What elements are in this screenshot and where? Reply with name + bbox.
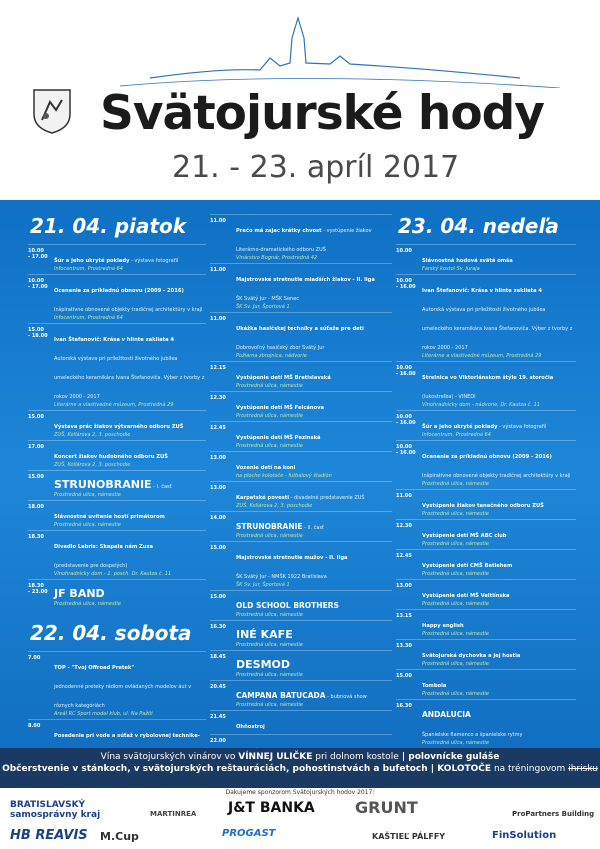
- event-body: [54, 277, 206, 321]
- event-name: Svätojurská dychovka a jej hostia: [422, 653, 521, 659]
- event-time: 11.00: [396, 493, 412, 499]
- event-row: [28, 410, 206, 440]
- event-row: [210, 511, 392, 541]
- event-name: Ohňostroj: [236, 724, 265, 730]
- event-name: STRUNOBRANIE: [54, 478, 152, 491]
- event-place: Literárne a vlastivedné múzeum, Prostredná 29: [422, 353, 542, 359]
- event-row: [210, 620, 392, 650]
- event-description: - II. časť: [302, 525, 325, 531]
- event-description: - vystúpenie žiakov Literárno-dramatického odboru ZUŠ: [236, 228, 372, 253]
- event-row: [210, 421, 392, 451]
- event-body: [422, 413, 576, 438]
- event-row: [210, 312, 392, 361]
- event-name: Ocenenie za príkladnú obnovu (2009 - 2016): [54, 288, 184, 294]
- event-time: 13.00: [210, 455, 226, 461]
- event-body: [236, 544, 392, 588]
- column-right: [396, 200, 576, 748]
- event-time: 15.00: [396, 673, 412, 679]
- day-heading-friday: 21. 04. piatok: [30, 214, 187, 238]
- event-place: Prostredná ulica, námestie: [422, 511, 489, 517]
- event-row: [28, 579, 206, 609]
- event-description: - bubnová show: [325, 694, 367, 700]
- sponsor-logo: ProPartners Building: [512, 810, 595, 818]
- event-row: [28, 440, 206, 470]
- event-name: Šúr a jeho ukryté poklady: [54, 258, 130, 264]
- event-description: (lukostrelba) - VINEDI: [422, 394, 476, 400]
- event-body: [236, 484, 392, 509]
- event-body: [236, 737, 392, 748]
- event-body: [236, 683, 392, 708]
- event-body: [54, 326, 206, 408]
- event-place: Prostredná ulica, námestie: [236, 413, 303, 419]
- event-body: [236, 424, 392, 449]
- event-body: [236, 217, 392, 261]
- event-row: [396, 609, 576, 639]
- event-description: - výstava fotografií: [497, 424, 547, 430]
- event-place: Prostredná ulica, námestie: [54, 492, 121, 498]
- event-time: 17.00: [28, 444, 44, 450]
- event-row: [210, 541, 392, 590]
- event-name: Vystúpenie detí CMŠ Betlehem: [422, 563, 513, 569]
- event-place: ZUŠ, Kollárova 2, 3. poschodie: [236, 503, 313, 509]
- event-time: 15.00: [28, 474, 44, 480]
- event-name: Vystúpenie detí MŠ Felcánova: [236, 405, 325, 411]
- event-row: [396, 361, 576, 410]
- event-row: [396, 549, 576, 579]
- event-time: 13.00: [210, 485, 226, 491]
- event-place: ŠK Sv. Jur, Športová 1: [236, 582, 290, 588]
- event-place: ŠK Sv. Jur, Športová 1: [236, 304, 290, 310]
- event-description: Autorská výstava pri príležitosti životného jubilea umeleckého keramikára Ivana Štefanoviča. Výber z tvorby z rokov 2000 - 2017: [54, 356, 205, 400]
- event-place: Vinárstvo Bognár, Prostredná 42: [236, 255, 318, 261]
- event-place: Prostredná ulica, námestie: [54, 522, 121, 528]
- event-place: Prostredná ulica, námestie: [236, 672, 303, 678]
- event-row: [210, 680, 392, 710]
- event-description: Dobrovoľný hasičský zbor Svätý Jur: [236, 345, 325, 351]
- event-name: Happy english: [422, 623, 464, 629]
- event-body: [422, 364, 576, 408]
- event-place: Prostredná ulica, námestie: [236, 443, 303, 449]
- info-highlight: | polovnícke guláše: [398, 752, 500, 762]
- event-row: [210, 481, 392, 511]
- event-time: 11.00: [210, 316, 226, 322]
- event-row: [28, 274, 206, 323]
- event-body: [422, 702, 576, 746]
- event-time: 18.30: [28, 534, 44, 540]
- info-text-struck: ihrisku: [568, 764, 598, 774]
- event-description: ŠK Svätý Jur - NMŠK 1922 Bratislava: [236, 574, 327, 580]
- event-row: [396, 579, 576, 609]
- event-place: Prostredná ulica, námestie: [54, 601, 121, 607]
- event-time: 18.00: [28, 504, 44, 510]
- event-row: [28, 500, 206, 530]
- event-place: Literárne a vlastivedné múzeum, Prostredná 29: [54, 402, 174, 408]
- event-name: Vystúpenie detí MŠ Pezinská: [236, 435, 321, 441]
- event-name: TOP - "Tvoj Offroad Pretek": [54, 665, 135, 671]
- event-time: 12.30: [210, 395, 226, 401]
- event-description: ŠK Svätý Jur - MŠK Senec: [236, 296, 300, 302]
- event-description: Španielske flamenco a španielske rytmy: [422, 732, 523, 738]
- event-name: Ocenenie za príkladnú obnovu (2009 - 2016): [422, 454, 552, 460]
- event-body: [236, 454, 392, 479]
- event-name: STRUNOBRANIE: [236, 522, 303, 531]
- event-row: [210, 734, 392, 748]
- event-description: - výstava fotografií: [129, 258, 179, 264]
- event-dates: 21. - 23. apríl 2017: [172, 150, 460, 185]
- sponsors-area: [0, 788, 600, 849]
- town-crest-icon: [32, 88, 72, 134]
- sponsor-logo: GRUNT: [355, 798, 418, 817]
- event-time: 10.00 - 17.00: [28, 248, 48, 260]
- event-body: [236, 713, 392, 732]
- sunday-events: [396, 244, 576, 748]
- day-heading-sunday: 23. 04. nedeľa: [398, 214, 559, 238]
- event-time: 7.00: [28, 655, 41, 661]
- event-body: [422, 672, 576, 697]
- event-name: Posedenie pri vode a súťaž v rybolovnej technike-: [54, 733, 200, 739]
- info-highlight: KOLOTOČE: [437, 764, 492, 774]
- event-place: Prostredná ulica, námestie: [422, 631, 489, 637]
- event-body: [54, 503, 206, 528]
- event-time: 22.00: [210, 738, 226, 744]
- info-text: Vína svätojurských vinárov vo: [100, 752, 239, 762]
- event-description: (predstavenie pre dospelých): [54, 563, 128, 569]
- event-body: [236, 623, 392, 648]
- event-time: 20.45: [210, 684, 226, 690]
- event-name: Výstava prác žiakov výtvarného odboru ZUŠ: [54, 424, 184, 430]
- page-title: Svätojurské hody: [100, 86, 544, 141]
- event-place: Vinohradnícky dom - nádvorie, Dr. Kautza č. 11: [422, 402, 540, 408]
- event-name: INÉ KAFE: [236, 628, 293, 641]
- event-name: Majstrovské stretnutie mladších žiakov - II. liga: [236, 277, 375, 283]
- event-place: Infocentrum, Prostredná 64: [54, 315, 123, 321]
- sponsor-logo: MARTINREA: [150, 810, 197, 818]
- event-name: Slávnostné uvítanie hostí primátorom: [54, 514, 165, 520]
- sponsor-logo: BRATISLAVSKÝ samosprávny kraj: [10, 800, 101, 820]
- event-place: Infocentrum, Prostredná 64: [422, 432, 491, 438]
- event-row: [210, 710, 392, 734]
- event-place: na ploche kolotoče - futbalový štadión: [236, 473, 332, 479]
- info-line-2: [0, 763, 600, 775]
- event-place: Prostredná ulica, námestie: [236, 612, 303, 618]
- event-time: 13.00: [396, 583, 412, 589]
- event-name: Prečo má zajac krátky chvost: [236, 228, 322, 234]
- info-bar: [0, 748, 600, 788]
- event-place: Prostredná ulica, námestie: [236, 702, 303, 708]
- event-place: Farský kostol Sv. Juraja: [422, 266, 480, 272]
- event-place: Prostredná ulica, námestie: [236, 642, 303, 648]
- town-skyline-illustration: [0, 8, 600, 88]
- event-time: 11.00: [210, 218, 226, 224]
- event-name: JF BAND: [54, 587, 105, 600]
- event-description: - divadelné predstavenie ZUŠ: [289, 495, 365, 501]
- event-body: [54, 473, 206, 498]
- event-description: Autorská výstava pri príležitosti životného jubilea umeleckého keramikára Ivana Štefanoviča. Výber z tvorby z rokov 2000 - 2017: [422, 307, 573, 351]
- event-time: 16.30: [210, 624, 226, 630]
- event-body: [422, 552, 576, 577]
- event-body: [422, 582, 576, 607]
- event-time: 10.00 - 16.00: [396, 278, 416, 290]
- event-row: [210, 361, 392, 391]
- event-name: Ukážka hasičskej techniky a súťaže pre deti: [236, 326, 364, 332]
- event-description: Inšpiratívne obnovené objekty tradičnej architektúry v kraji: [54, 307, 203, 313]
- sponsor-logo: HB REAVIS: [10, 828, 88, 843]
- event-body: [236, 315, 392, 359]
- event-row: [28, 323, 206, 410]
- sponsor-logo: KAŠTIEĽ PÁLFFY: [372, 832, 446, 841]
- event-name: Ivan Štefanovič: Krása v hlinte zakliata 4: [54, 337, 175, 343]
- event-place: Prostredná ulica, námestie: [236, 533, 303, 539]
- event-time: 14.00: [210, 515, 226, 521]
- event-body: [422, 612, 576, 637]
- event-name: Karpatské povesti: [236, 495, 290, 501]
- event-body: [236, 593, 392, 618]
- event-time: 10.00 - 16.00: [396, 444, 416, 456]
- event-body: [422, 443, 576, 487]
- info-line-1: [0, 751, 600, 763]
- event-name: DESMOD: [236, 658, 290, 671]
- event-row: [210, 263, 392, 312]
- event-body: [54, 247, 206, 272]
- event-name: Vystúpenie detí MŠ Veltlínska: [422, 593, 510, 599]
- event-row: [210, 650, 392, 680]
- event-time: 13.30: [396, 643, 412, 649]
- event-place: Infocentrum, Prostredná 64: [54, 266, 123, 272]
- event-row: [396, 639, 576, 669]
- event-time: 15.00: [28, 414, 44, 420]
- event-name: Koncert žiakov hudobného odboru ZUŠ: [54, 454, 168, 460]
- event-place: Prostredná ulica, námestie: [422, 661, 489, 667]
- event-time: 12.45: [396, 553, 412, 559]
- event-time: 15.00 - 18.00: [28, 327, 48, 339]
- event-time: 16.30: [396, 703, 412, 709]
- event-body: [54, 413, 206, 438]
- event-row: [396, 274, 576, 361]
- event-time: 8.00: [28, 723, 41, 729]
- event-body: [236, 394, 392, 419]
- event-time: 18.30 - 23.00: [28, 583, 48, 595]
- event-name: Strelnica vo Viktoriánskom štýle 19. storočia: [422, 375, 554, 381]
- event-time: 10.00 - 16.00: [396, 414, 416, 426]
- event-body: [236, 514, 392, 539]
- sponsors-title: Dakujeme sponzorom Svätojurských hodov 2017:: [225, 789, 375, 796]
- event-place: Prostredná ulica, námestie: [422, 541, 489, 547]
- event-time: 13.15: [396, 613, 412, 619]
- header: [0, 0, 600, 200]
- event-name: Tombola: [422, 683, 447, 689]
- event-body: [54, 654, 206, 717]
- event-place: ZUŠ, Kollárova 2, 3. poschodie: [54, 432, 131, 438]
- event-body: [422, 277, 576, 359]
- saturday-events-continued: [210, 214, 392, 748]
- event-row: [396, 699, 576, 748]
- event-body: [54, 582, 206, 607]
- event-row: [28, 530, 206, 579]
- event-name: Vozenie detí na koni: [236, 465, 296, 471]
- info-highlight: VÍNNEJ ULIČKE: [238, 752, 313, 762]
- event-place: Prostredná ulica, námestie: [422, 691, 489, 697]
- event-time: 12.30: [396, 523, 412, 529]
- event-row: [28, 651, 206, 719]
- event-body: [54, 722, 206, 748]
- sponsor-logo: PROGAST: [222, 828, 276, 839]
- event-description: jednodenné preteky rádiom ovládaných modelov áut v rôznych kategóriách: [54, 684, 192, 709]
- column-left: [28, 200, 206, 748]
- event-row: [396, 410, 576, 440]
- event-place: Prostredná ulica, námestie: [422, 740, 489, 746]
- event-body: [422, 492, 576, 517]
- event-name: ANDALUCIA: [422, 710, 471, 719]
- event-time: 15.00: [210, 594, 226, 600]
- sponsor-logo: FinSolution: [492, 830, 557, 841]
- event-row: [28, 719, 206, 748]
- event-row: [210, 214, 392, 263]
- day-heading-saturday: 22. 04. sobota: [30, 621, 192, 645]
- event-row: [210, 391, 392, 421]
- event-time: 18.45: [210, 654, 226, 660]
- event-row: [396, 519, 576, 549]
- friday-events: [28, 244, 206, 609]
- event-name: Ivan Štefanovič: Krása v hlinte zakliata 4: [422, 288, 543, 294]
- column-middle: [210, 200, 392, 748]
- event-place: Prostredná ulica, námestie: [422, 601, 489, 607]
- program-area: [0, 200, 600, 748]
- sponsor-logo: J&T BANKA: [228, 800, 315, 816]
- event-time: 10.00 - 17.00: [28, 278, 48, 290]
- event-body: [422, 642, 576, 667]
- event-body: [54, 533, 206, 577]
- event-body: [236, 653, 392, 678]
- event-place: Prostredná ulica, námestie: [422, 481, 489, 487]
- event-name: Vystúpenie žiakov tanečného odboru ZUŠ: [422, 503, 544, 509]
- event-time: 10.00: [396, 248, 412, 254]
- event-row: [396, 669, 576, 699]
- event-row: [396, 244, 576, 274]
- event-description: - I. časť: [151, 484, 172, 490]
- event-time: 12.15: [210, 365, 226, 371]
- info-text: na tréningovom: [491, 764, 569, 774]
- event-place: Prostredná ulica, námestie: [236, 383, 303, 389]
- event-name: CAMPANA BATUCADA: [236, 691, 326, 700]
- event-time: 11.00: [210, 267, 226, 273]
- event-description: Inšpiratívne obnovené objekty tradičnej architektúry v kraji: [422, 473, 571, 479]
- event-row: [210, 590, 392, 620]
- event-row: [396, 440, 576, 489]
- event-time: 10.00 - 16.00: [396, 365, 416, 377]
- event-row: [28, 470, 206, 500]
- info-text: pri dolnom kostole: [312, 752, 399, 762]
- event-name: Majstrovské stretnutie mužov - II. liga: [236, 555, 348, 561]
- event-body: [422, 522, 576, 547]
- event-name: Divadlo Labris: Skapala nám Zuza: [54, 544, 154, 550]
- sponsor-logo: M.Cup: [100, 830, 139, 843]
- event-body: [236, 364, 392, 389]
- event-time: 12.45: [210, 425, 226, 431]
- event-place: ZUŠ, Kollárova 2, 3. poschodie: [54, 462, 131, 468]
- event-place: Areál RC Sport model klub, ul. Na Pažiti: [54, 711, 153, 717]
- event-row: [396, 489, 576, 519]
- event-name: Vystúpenie detí MŠ ABC club: [422, 533, 507, 539]
- event-row: [210, 451, 392, 481]
- info-highlight: Občerstvenie v stánkoch, v svätojurských reštauráciách, pohostinstvách a bufetoch |: [2, 764, 438, 774]
- event-body: [54, 443, 206, 468]
- event-name: Šúr a jeho ukryté poklady: [422, 424, 498, 430]
- event-name: OLD SCHOOL BROTHERS: [236, 601, 339, 610]
- saturday-events: [28, 651, 206, 748]
- event-place: Požiarna zbrojnica, nádvorie: [236, 353, 307, 359]
- event-row: [28, 244, 206, 274]
- event-place: Vinohradnícky dom - 1. posch. Dr. Kautza č. 11: [54, 571, 172, 577]
- event-body: [422, 247, 576, 272]
- event-name: Vystúpenie detí MŠ Bratislavská: [236, 375, 331, 381]
- event-place: Prostredná ulica, námestie: [422, 571, 489, 577]
- event-time: 15.00: [210, 545, 226, 551]
- event-name: Slávnostná hodová svätá omša: [422, 258, 513, 264]
- event-time: 21.45: [210, 714, 226, 720]
- event-body: [236, 266, 392, 310]
